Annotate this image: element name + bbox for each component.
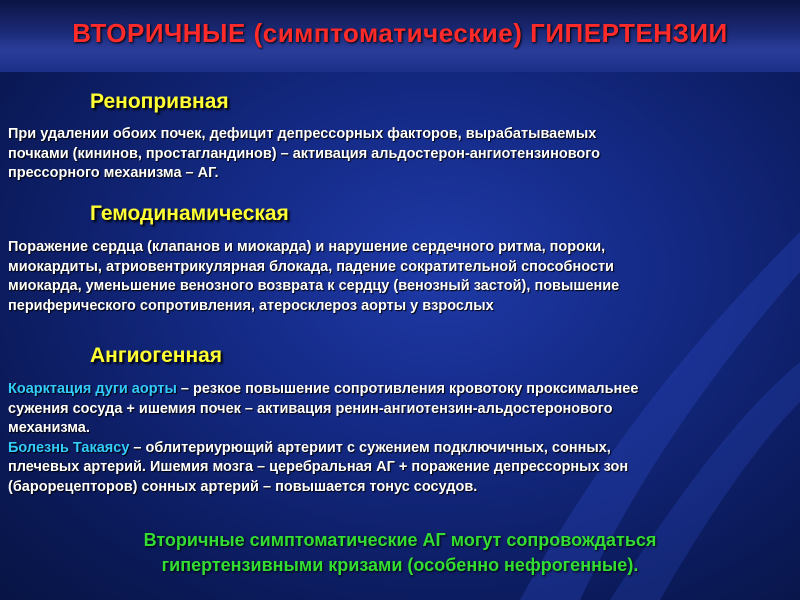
slide-title: ВТОРИЧНЫЕ (симптоматические) ГИПЕРТЕНЗИИ <box>72 18 728 48</box>
term-takayasu: Болезнь Такаясу <box>8 439 130 456</box>
text-line <box>8 380 798 400</box>
text-fragment: – облитериурющий артериит с сужением подключичных, сонных, <box>129 439 611 456</box>
section-heading-gemodinamicheskaya: Гемодинамическая <box>90 202 289 225</box>
term-coarctation: Коарктация дуги аорты <box>8 381 177 397</box>
text-line: плечевых артерий. Ишемия мозга – церебральная АГ + поражение депрессорных зон <box>8 459 629 475</box>
section-heading-angiogennaya: Ангиогенная <box>90 344 223 367</box>
text-line: При удалении обоих почек, дефицит депрессорных факторов, вырабатываемых <box>8 126 597 142</box>
section-text-renoprivnaya <box>8 125 788 184</box>
text-fragment: – резкое повышение сопротивления кровотоку проксимальнее <box>176 381 639 397</box>
text-line <box>8 439 798 459</box>
text-line: периферического сопротивления, атеросклероз аорты у взрослых <box>8 297 494 314</box>
text-line: (барорецепторов) сонных артерий – повышается тонус сосудов. <box>8 478 478 495</box>
text-line: прессорного механизма – АГ. <box>8 165 219 181</box>
text-line: миокарда, уменьшение венозного возврата к сердцу (венозный застой), повышение <box>8 278 620 294</box>
text-line: почками (кининов, простагландинов) – активация альдостерон-ангиотензинового <box>8 145 600 162</box>
footer-line-2: гипертензивными кризами (особенно нефрогенные). <box>161 555 639 575</box>
text-line: сужения сосуда + ишемия почек – активация ренин-ангиотензин-альдостеронового <box>8 400 613 417</box>
section-text-angiogennaya <box>8 380 798 497</box>
footer-line-1: Вторичные симптоматические АГ могут сопровождаться <box>143 530 657 550</box>
text-line: миокардиты, атриовентрикулярная блокада, падение сократительной способности <box>8 258 614 275</box>
section-heading-renoprivnaya: Ренопривная <box>90 90 229 113</box>
section-text-gemodinamicheskaya <box>8 238 788 316</box>
text-line: механизма. <box>8 420 90 436</box>
text-line: Поражение сердца (клапанов и миокарда) и нарушение сердечного ритма, пороки, <box>8 239 606 255</box>
